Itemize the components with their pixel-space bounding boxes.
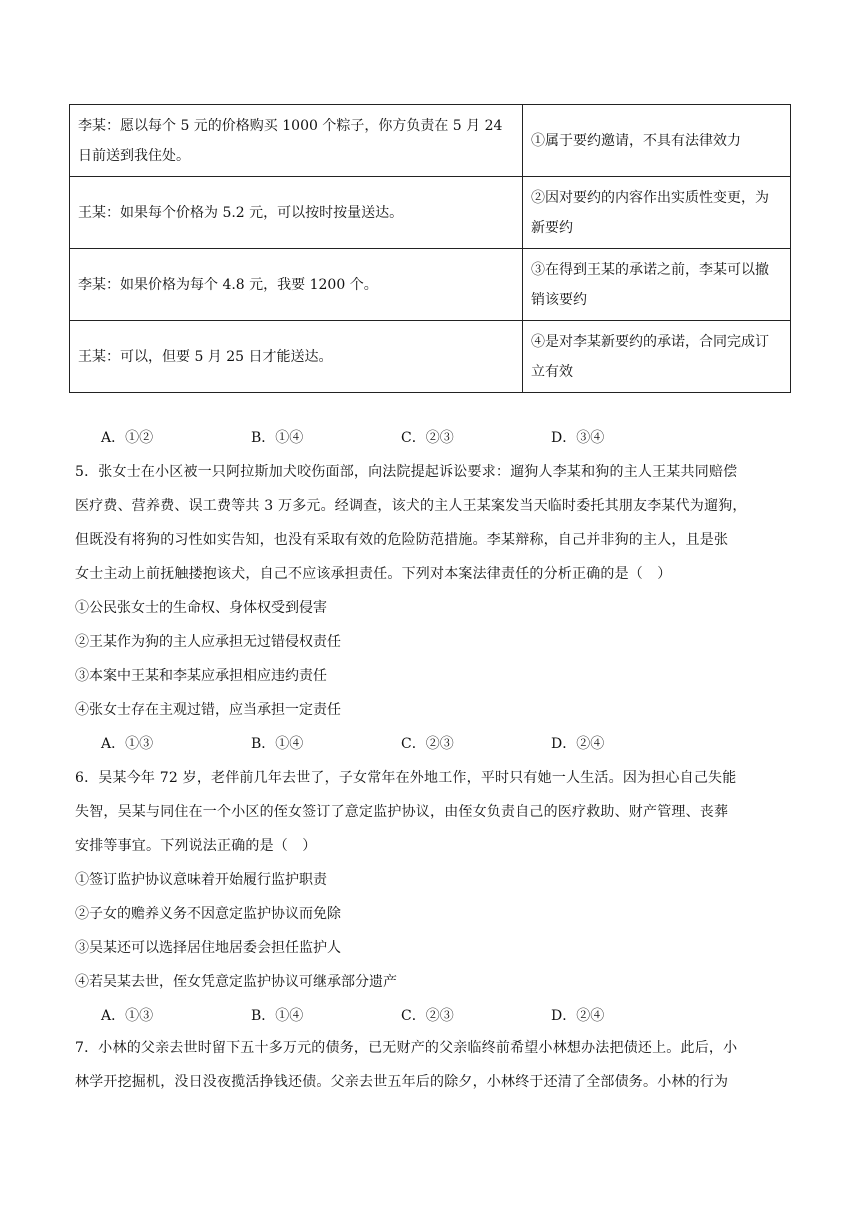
table-cell-dialogue: 李某：愿以每个 5 元的价格购买 1000 个粽子，你方负责在 5 月 24 日前送到我住处。	[70, 105, 523, 177]
stem-line: 安排等事宜。下列说法正确的是（ ）	[75, 838, 317, 854]
statement-item: ④若吴某去世，侄女凭意定监护协议可继承部分遗产	[75, 974, 397, 990]
table-row	[70, 177, 791, 249]
stem-line: 医疗费、营养费、误工费等共 3 万多元。经调查，该犬的主人王某案发当天临时委托其朋友李某代为遛狗，	[75, 498, 747, 514]
option-b: B．①④	[251, 430, 304, 446]
table-row	[70, 249, 791, 321]
stem-line: 但既没有将狗的习性如实告知，也没有采取有效的危险防范措施。李某辩称，自己并非狗的主人，且是张	[75, 532, 729, 548]
table-row	[70, 321, 791, 393]
statement-item: ①签订监护协议意味着开始履行监护职责	[75, 872, 327, 888]
option-a: A．①②	[101, 430, 154, 446]
option-a: A．①③	[101, 736, 154, 752]
statement-item: ③吴某还可以选择居住地居委会担任监护人	[75, 940, 341, 956]
question-stem	[75, 1031, 790, 1099]
question-6	[75, 761, 790, 1033]
stem-line: 7．小林的父亲去世时留下五十多万元的债务，已无财产的父亲临终前希望小林想办法把债还上。此后，小	[75, 1040, 738, 1056]
statement-item: ③本案中王某和李某应承担相应违约责任	[75, 668, 327, 684]
table-cell-dialogue: 王某：如果每个价格为 5.2 元，可以按时按量送达。	[70, 177, 523, 249]
options-row	[75, 999, 790, 1033]
option-c: C．②③	[401, 736, 454, 752]
table-row	[70, 105, 791, 177]
question-7	[75, 1031, 790, 1099]
option-b: B．①④	[251, 736, 304, 752]
statement-item: ②子女的赡养义务不因意定监护协议而免除	[75, 906, 341, 922]
table-cell-dialogue: 李某：如果价格为每个 4.8 元，我要 1200 个。	[70, 249, 523, 321]
stem-line: 失智，吴某与同住在一个小区的侄女签订了意定监护协议，由侄女负责自己的医疗救助、财产管理、丧葬	[75, 804, 729, 820]
option-c: C．②③	[401, 430, 454, 446]
statement-item: ②王某作为狗的主人应承担无过错侵权责任	[75, 634, 341, 650]
option-c: C．②③	[401, 1008, 454, 1024]
option-d: D．③④	[551, 430, 605, 446]
option-a: A．①③	[101, 1008, 154, 1024]
question-5	[75, 455, 790, 761]
option-d: D．②④	[551, 736, 605, 752]
table-cell-analysis: ①属于要约邀请，不具有法律效力	[523, 105, 791, 177]
question-stem	[75, 761, 790, 863]
options-row	[75, 727, 790, 761]
statement-item: ①公民张女士的生命权、身体权受到侵害	[75, 600, 327, 616]
contract-table	[69, 104, 791, 393]
option-b: B．①④	[251, 1008, 304, 1024]
question-stem	[75, 455, 790, 591]
stem-line: 女士主动上前抚触搂抱该犬，自己不应该承担责任。下列对本案法律责任的分析正确的是（ ）	[75, 566, 672, 582]
table-cell-dialogue: 王某：可以，但要 5 月 25 日才能送达。	[70, 321, 523, 393]
stem-line: 5．张女士在小区被一只阿拉斯加犬咬伤面部，向法院提起诉讼要求：遛狗人李某和狗的主人王某共同赔偿	[75, 464, 738, 480]
stem-line: 6．吴某今年 72 岁，老伴前几年去世了，子女常年在外地工作，平时只有她一人生活。因为担心自己失能	[75, 770, 737, 786]
option-d: D．②④	[551, 1008, 605, 1024]
table-cell-analysis: ②因对要约的内容作出实质性变更，为新要约	[523, 177, 791, 249]
question-4-options	[75, 421, 790, 455]
statement-item: ④张女士存在主观过错，应当承担一定责任	[75, 702, 341, 718]
table-cell-analysis: ④是对李某新要约的承诺，合同完成订立有效	[523, 321, 791, 393]
stem-line: 林学开挖掘机，没日没夜揽活挣钱还债。父亲去世五年后的除夕，小林终于还清了全部债务。小林的行为	[75, 1074, 729, 1090]
table-cell-analysis: ③在得到王某的承诺之前，李某可以撤销该要约	[523, 249, 791, 321]
